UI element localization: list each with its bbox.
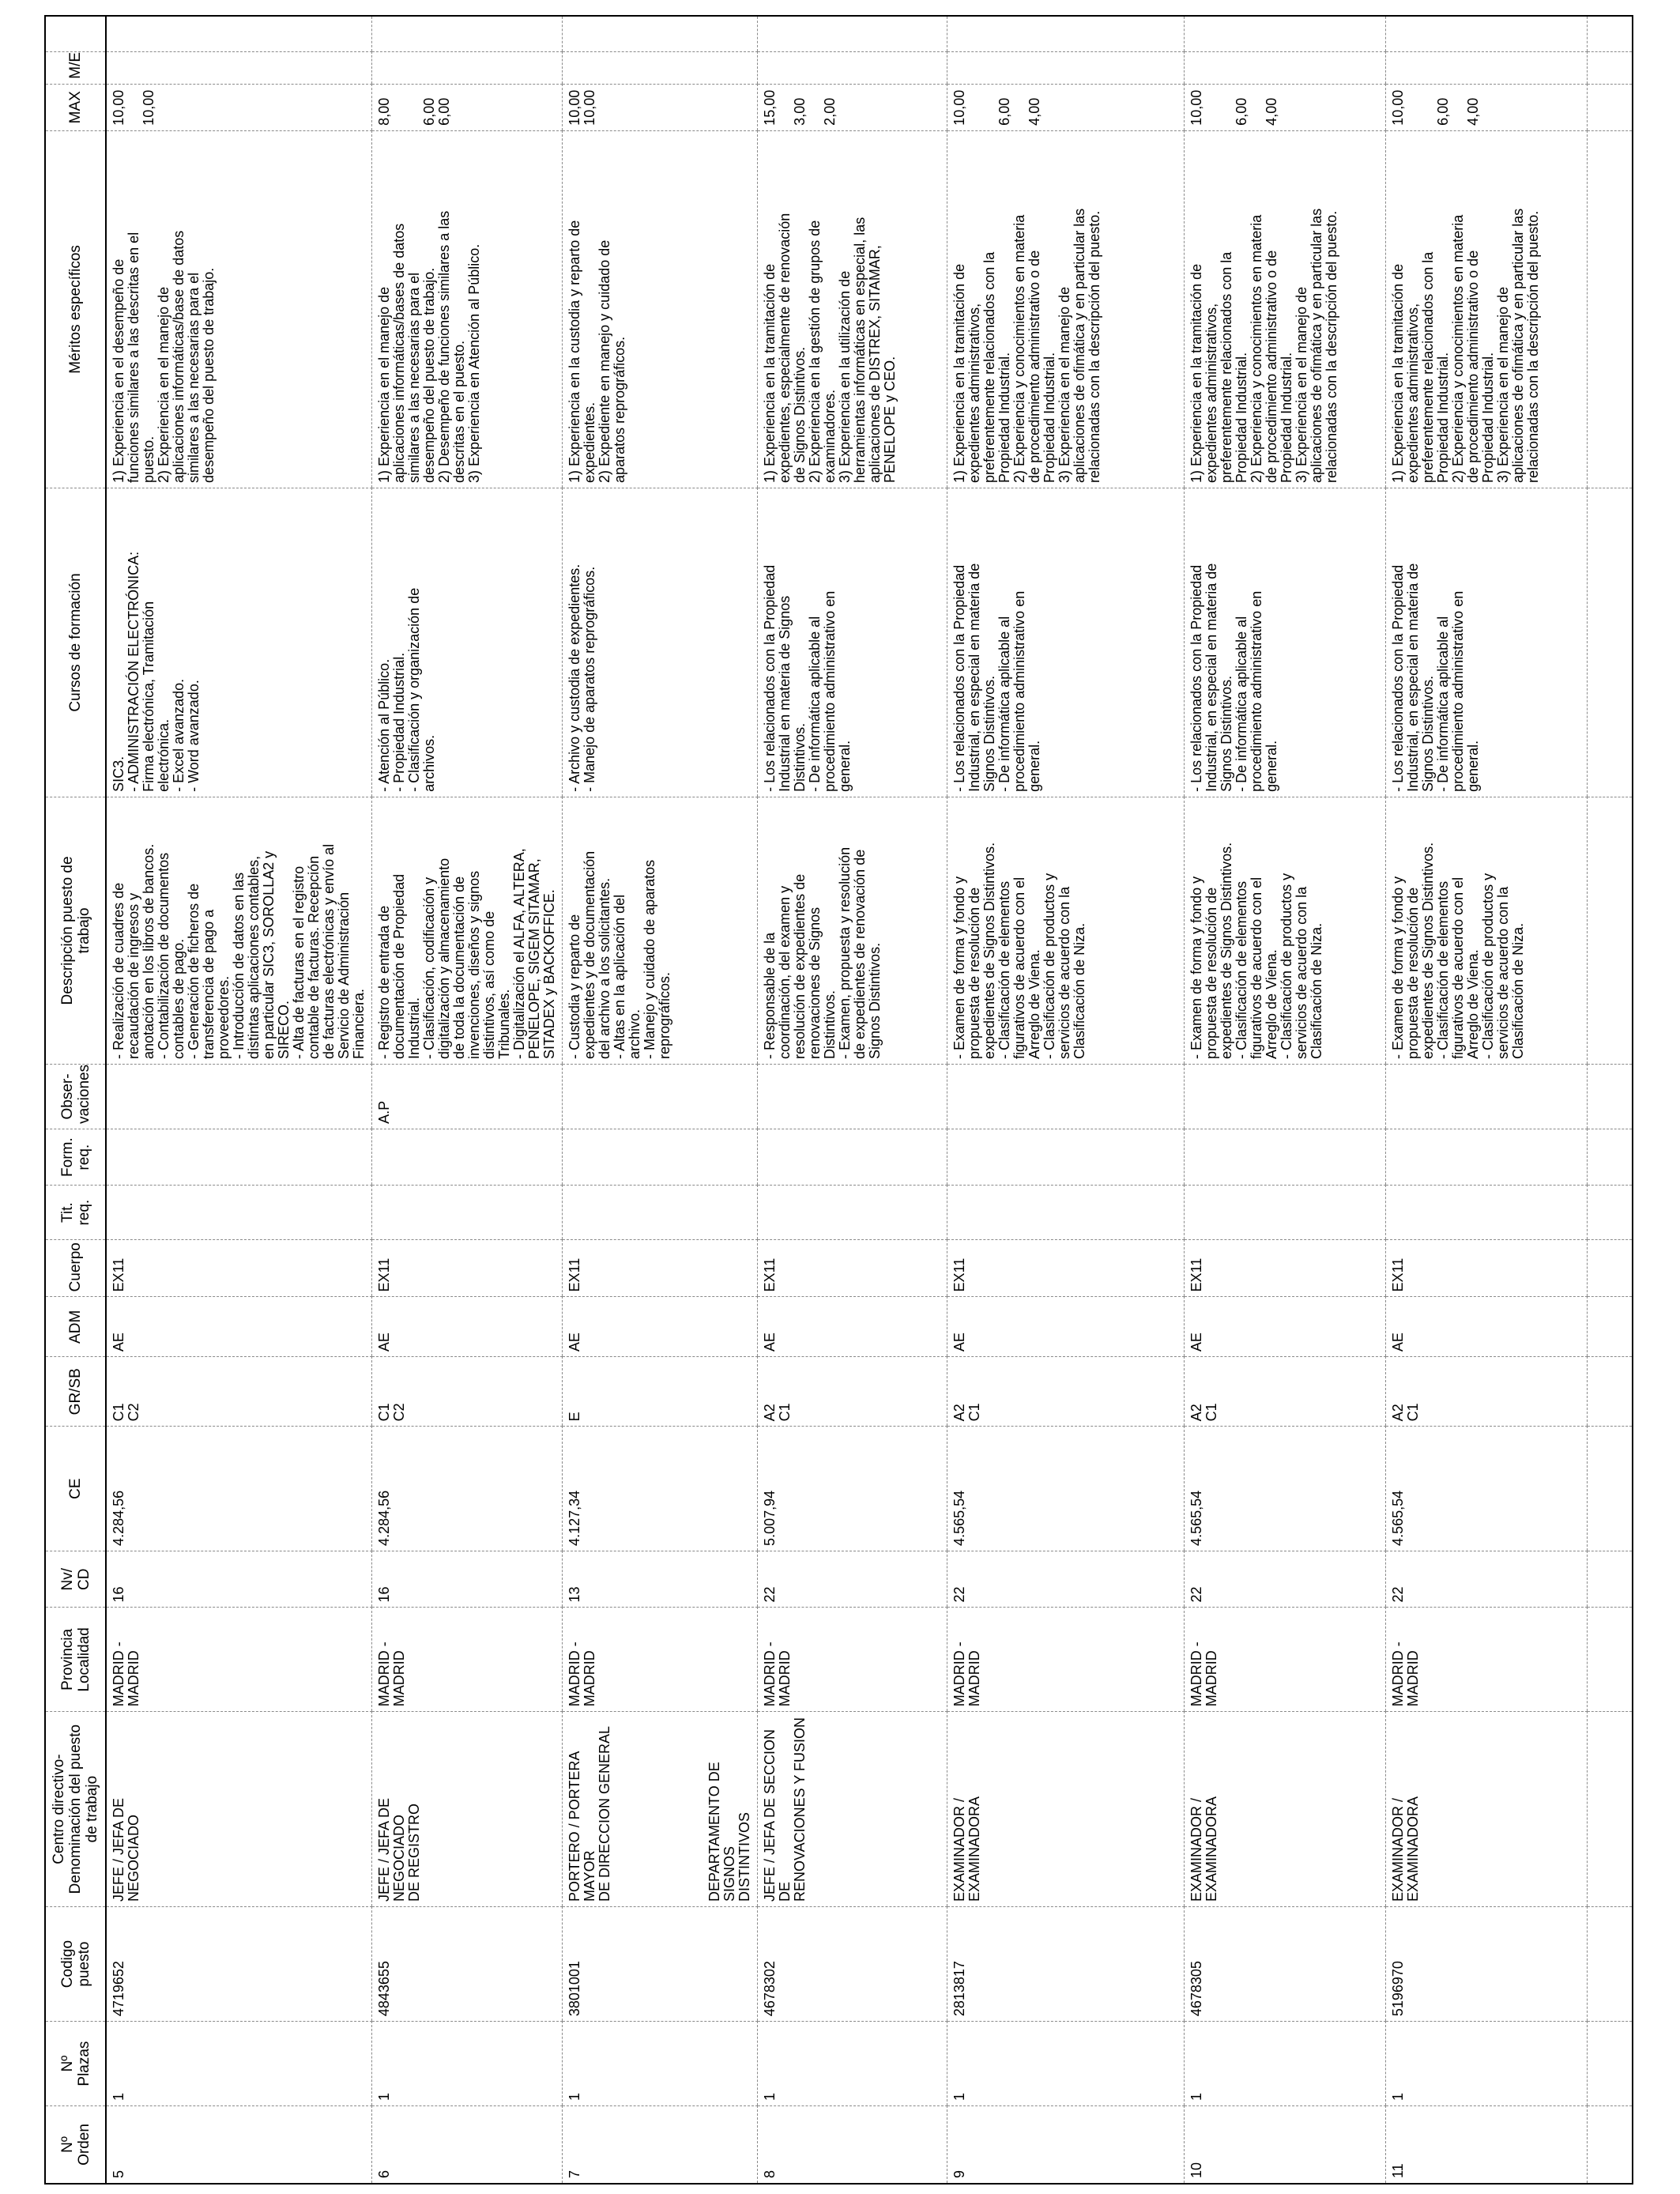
cell-nivel: 22: [1185, 1551, 1386, 1608]
table-row: [106, 16, 372, 2184]
cell-titulacion: [947, 1186, 1185, 1239]
header-row: [45, 16, 106, 2184]
table-row: [1185, 16, 1386, 2184]
cell-ce: 4.284,56: [106, 1427, 372, 1551]
blank-cell: [1588, 1357, 1633, 1427]
cell-grupo: A2 C1: [758, 1357, 947, 1427]
cell-provincia: MADRID - MADRID: [563, 1608, 758, 1712]
cell-observaciones: [1185, 1064, 1386, 1129]
cell-codigo: 4678302: [758, 1907, 947, 2022]
cell-spacer: [1185, 16, 1386, 52]
cell-adm: AE: [372, 1297, 563, 1357]
blank-cell: [1588, 2105, 1633, 2184]
cell-descripcion: - Examen de forma y fondo y propuesta de resolución de expedientes de Signos Distintivos. - Clasificación de elementos figurativos de acuerdo con el Arreglo de Viena. - Clasificación de productos y servicios de acuerdo con la Clasificación de Niza.: [1185, 797, 1386, 1064]
cell-meritos: 1) Experiencia en la tramitación de expedientes administrativos, preferentemente relacionados con la Propiedad Industrial. 2) Experiencia y conocimientos en materia de procedimiento administrativo o de Propiedad Industrial. 3) Experiencia en el manejo de aplicaciones de ofimática y en particular las relacionadas con la descripción del puesto.: [1185, 130, 1386, 488]
header-provincia: Provincia Localidad: [45, 1608, 106, 1712]
cell-me: [1386, 52, 1588, 84]
cell-adm: AE: [947, 1297, 1185, 1357]
cell-codigo: 4719652: [106, 1907, 372, 2022]
blank-cell: [1588, 1186, 1633, 1239]
cell-plazas: 1: [1185, 2022, 1386, 2106]
cell-codigo: 4678305: [1185, 1907, 1386, 2022]
cell-provincia: MADRID - MADRID: [1386, 1608, 1588, 1712]
cell-observaciones: [106, 1064, 372, 1129]
cell-centro: [563, 1712, 758, 1907]
cell-cursos: - Los relacionados con la Propiedad Industrial, en especial en materia de Signos Distintivos. - De informática aplicable al procedimiento administrativo en general.: [1185, 488, 1386, 797]
cell-cursos: - Archivo y custodia de expedientes. - Manejo de aparatos reprográficos.: [563, 488, 758, 797]
cell-grupo: A2 C1: [947, 1357, 1185, 1427]
cell-ce: 4.565,54: [1386, 1427, 1588, 1551]
cell-titulacion: [758, 1186, 947, 1239]
cell-formacion-req: [106, 1129, 372, 1186]
cell-observaciones: [1386, 1064, 1588, 1129]
cell-meritos: 1) Experiencia en la custodia y reparto de expedientes. 2) Expediente en manejo y cuidado de aparatos reprográficos.: [563, 130, 758, 488]
header-nivel: Nv/ CD: [45, 1551, 106, 1608]
header-spacer: [45, 16, 106, 52]
table-body: [106, 16, 1633, 2184]
header-ce: CE: [45, 1427, 106, 1551]
cell-plazas: 1: [106, 2022, 372, 2106]
cell-cuerpo: EX11: [947, 1239, 1185, 1297]
cell-max: 10,00 10,00: [106, 84, 372, 130]
blank-cell: [1588, 1551, 1633, 1608]
cell-provincia: MADRID - MADRID: [1185, 1608, 1386, 1712]
cell-orden: 10: [1185, 2105, 1386, 2184]
cell-observaciones: [563, 1064, 758, 1129]
blank-cell: [1588, 1427, 1633, 1551]
cell-ce: 4.565,54: [1185, 1427, 1386, 1551]
cell-titulacion: [563, 1186, 758, 1239]
blank-cell: [1588, 1712, 1633, 1907]
blank-cell: [1588, 1297, 1633, 1357]
header-me: M/E: [45, 52, 106, 84]
cell-plazas: 1: [947, 2022, 1185, 2106]
cell-me: [563, 52, 758, 84]
cell-adm: AE: [758, 1297, 947, 1357]
cell-centro: [106, 1712, 372, 1907]
departamento-heading: DEPARTAMENTO DE SIGNOS DISTINTIVOS: [706, 1762, 752, 1902]
cell-max: 8,00 6,00 6,00: [372, 84, 563, 130]
positions-table: [44, 15, 1633, 2185]
cell-ce: 4.565,54: [947, 1427, 1185, 1551]
blank-cell: [1588, 1907, 1633, 2022]
cell-orden: 8: [758, 2105, 947, 2184]
centro-text: EXAMINADOR / EXAMINADORA: [1188, 1796, 1219, 1902]
cell-titulacion: [1386, 1186, 1588, 1239]
cell-adm: AE: [1185, 1297, 1386, 1357]
cell-codigo: 2813817: [947, 1907, 1185, 2022]
cell-cuerpo: EX11: [758, 1239, 947, 1297]
table-row: [1386, 16, 1588, 2184]
cell-descripcion: - Examen de forma y fondo y propuesta de resolución de expedientes de Signos Distintivos. - Clasificación de elementos figurativos de acuerdo con el Arreglo de Viena. - Clasificación de productos y servicios de acuerdo con la Clasificación de Niza.: [947, 797, 1185, 1064]
cell-nivel: 16: [106, 1551, 372, 1608]
cell-descripcion: - Realización de cuadres de recaudación de ingresos y anotación en los libros de bancos. - Contabilización de documentos contables de pago. - Generación de ficheros de transferencia de pago a proveedores. - Introducción de datos en las distintas aplicaciones contables, en particular SIC3, SOROLLA2 y SIRECO. - Alta de facturas en el registro contable de facturas. Recepción de facturas electrónicas y envío al Servicio de Administración Financiera.: [106, 797, 372, 1064]
cell-max: 10,00 6,00 4,00: [1185, 84, 1386, 130]
blank-cell: [1588, 16, 1633, 52]
cell-adm: AE: [563, 1297, 758, 1357]
cell-spacer: [563, 16, 758, 52]
cell-centro: [947, 1712, 1185, 1907]
cell-me: [106, 52, 372, 84]
cell-nivel: 13: [563, 1551, 758, 1608]
table-row: [758, 16, 947, 2184]
header-cuerpo: Cuerpo: [45, 1239, 106, 1297]
cell-plazas: 1: [1386, 2022, 1588, 2106]
cell-grupo: C1 C2: [372, 1357, 563, 1427]
cell-cursos: - Atención al Público. - Propiedad Industrial. - Clasificación y organización de archivos.: [372, 488, 563, 797]
centro-text: JEFE / JEFA DE SECCION DE RENOVACIONES Y FUSION: [762, 1717, 808, 1902]
cell-grupo: C1 C2: [106, 1357, 372, 1427]
cell-nivel: 22: [758, 1551, 947, 1608]
blank-cell: [1588, 797, 1633, 1064]
cell-descripcion: - Registro de entrada de documentación de Propiedad Industrial. - Clasificación, codificación y digitalización y almacenamiento de toda la documentación de invenciones, diseños y signos distintivos, así como de Tribunales. - Digitalización el ALFA, ALTERA, PENELOPE, SIGEM SITAMAR, SITADEX y BACKOFFICE.: [372, 797, 563, 1064]
cell-max: 10,00 10,00: [563, 84, 758, 130]
header-observaciones: Obser- vaciones: [45, 1064, 106, 1129]
cell-ce: 5.007,94: [758, 1427, 947, 1551]
centro-text: EXAMINADOR / EXAMINADORA: [1390, 1796, 1421, 1902]
centro-text: JEFE / JEFA DE NEGOCIADO: [111, 1797, 141, 1902]
centro-text: EXAMINADOR / EXAMINADORA: [951, 1796, 982, 1902]
cell-cuerpo: EX11: [106, 1239, 372, 1297]
blank-cell: [1588, 52, 1633, 84]
cell-me: [947, 52, 1185, 84]
header-centro: Centro directivo- Denominación del puesto de trabajo: [45, 1712, 106, 1907]
cell-grupo: E: [563, 1357, 758, 1427]
blank-cell: [1588, 1064, 1633, 1129]
cell-orden: 5: [106, 2105, 372, 2184]
cell-spacer: [106, 16, 372, 52]
cell-me: [758, 52, 947, 84]
cell-plazas: 1: [758, 2022, 947, 2106]
cell-nivel: 22: [947, 1551, 1185, 1608]
cell-formacion-req: [758, 1129, 947, 1186]
cell-centro: [372, 1712, 563, 1907]
cell-formacion-req: [372, 1129, 563, 1186]
cell-meritos: 1) Experiencia en la tramitación de expedientes administrativos, preferentemente relacionados con la Propiedad Industrial. 2) Experiencia y conocimientos en materia de procedimiento administrativo o de Propiedad Industrial. 3) Experiencia en el manejo de aplicaciones de ofimática y en particular las relacionadas con la descripción del puesto.: [1386, 130, 1588, 488]
cell-orden: 9: [947, 2105, 1185, 2184]
cell-me: [1185, 52, 1386, 84]
cell-spacer: [947, 16, 1185, 52]
cell-orden: 6: [372, 2105, 563, 2184]
cell-codigo: 5196970: [1386, 1907, 1588, 2022]
cell-grupo: A2 C1: [1185, 1357, 1386, 1427]
cell-codigo: 4843655: [372, 1907, 563, 2022]
centro-text: JEFE / JEFA DE NEGOCIADO DE REGISTRO: [376, 1797, 422, 1902]
rotated-page: [44, 15, 1541, 2185]
cell-plazas: 1: [563, 2022, 758, 2106]
blank-cell: [1588, 2022, 1633, 2106]
cell-max: 10,00 6,00 4,00: [947, 84, 1185, 130]
centro-text: PORTERO / PORTERA MAYOR DE DIRECCION GENERAL: [567, 1725, 612, 1902]
cell-provincia: MADRID - MADRID: [372, 1608, 563, 1712]
blank-row: [1588, 16, 1633, 2184]
header-adm: ADM: [45, 1297, 106, 1357]
cell-titulacion: [372, 1186, 563, 1239]
cell-formacion-req: [947, 1129, 1185, 1186]
header-titulacion: Tit. req.: [45, 1186, 106, 1239]
cell-meritos: 1) Experiencia en el manejo de aplicaciones informáticas/bases de datos similares a las necesarias para el desempeño del puesto de trabajo. 2) Desempeño de funciones similares a las descritas en el puesto. 3) Experiencia en Atención al Público.: [372, 130, 563, 488]
header-meritos: Méritos específicos: [45, 130, 106, 488]
header-plazas: Nº Plazas: [45, 2022, 106, 2106]
cell-cursos: SIC3. - ADMINISTRACIÓN ELECTRÓNICA: Firma electrónica, Tramitación electrónica. - Excel avanzado. - Word avanzado.: [106, 488, 372, 797]
cell-meritos: 1) Experiencia en la tramitación de expedientes administrativos, preferentemente relacionados con la Propiedad Industrial. 2) Experiencia y conocimientos en materia de procedimiento administrativo o de Propiedad Industrial. 3) Experiencia en el manejo de aplicaciones de ofimática y en particular las relacionadas con la descripción del puesto.: [947, 130, 1185, 488]
cell-meritos: 1) Experiencia en el desempeño de funciones similares a las descritas en el puesto. 2) Experiencia en el manejo de aplicaciones informáticas/base de datos similares a las necesarias para el desempeño del puesto de trabajo.: [106, 130, 372, 488]
blank-cell: [1588, 1239, 1633, 1297]
cell-codigo: 3801001: [563, 1907, 758, 2022]
cell-descripcion: - Responsable de la coordinación, del examen y resolución de expedientes de renovaciones de Signos Distintivos. - Examen, propuesta y resolución de expedientes de renovación de Signos Distintivos.: [758, 797, 947, 1064]
header-orden: Nº Orden: [45, 2105, 106, 2184]
cell-ce: 4.127,34: [563, 1427, 758, 1551]
cell-observaciones: [758, 1064, 947, 1129]
cell-titulacion: [106, 1186, 372, 1239]
header-cursos: Cursos de formación: [45, 488, 106, 797]
cell-ce: 4.284,56: [372, 1427, 563, 1551]
cell-orden: 11: [1386, 2105, 1588, 2184]
cell-cursos: - Los relacionados con la Propiedad Industrial en materia de Signos Distintivos. - De informática aplicable al procedimiento administrativo en general.: [758, 488, 947, 797]
cell-provincia: MADRID - MADRID: [947, 1608, 1185, 1712]
header-descripcion: Descripción puesto de trabajo: [45, 797, 106, 1064]
cell-meritos: 1) Experiencia en la tramitación de expedientes, especialmente de renovación de Signos Distintivos. 2) Experiencia en la gestión de grupos de examinadores. 3) Experiencia en la utilización de herramientas informáticas en especial, las aplicaciones de DISTREX, SITAMAR, PENELOPE y CEO.: [758, 130, 947, 488]
cell-spacer: [758, 16, 947, 52]
cell-cuerpo: EX11: [372, 1239, 563, 1297]
blank-cell: [1588, 488, 1633, 797]
cell-provincia: MADRID - MADRID: [106, 1608, 372, 1712]
header-formacion-req: Form. req.: [45, 1129, 106, 1186]
cell-cursos: - Los relacionados con la Propiedad Industrial, en especial en materia de Signos Distintivos. - De informática aplicable al procedimiento administrativo en general.: [947, 488, 1185, 797]
header-max: MAX: [45, 84, 106, 130]
cell-spacer: [372, 16, 563, 52]
cell-max: 15,00 3,00 2,00: [758, 84, 947, 130]
cell-cursos: - Los relacionados con la Propiedad Industrial, en especial en materia de Signos Distintivos. - De informática aplicable al procedimiento administrativo en general.: [1386, 488, 1588, 797]
cell-formacion-req: [1386, 1129, 1588, 1186]
header-codigo: Codigo puesto: [45, 1907, 106, 2022]
cell-formacion-req: [563, 1129, 758, 1186]
cell-me: [372, 52, 563, 84]
cell-nivel: 16: [372, 1551, 563, 1608]
cell-grupo: A2 C1: [1386, 1357, 1588, 1427]
cell-centro: [1185, 1712, 1386, 1907]
blank-cell: [1588, 84, 1633, 130]
cell-observaciones: A.P: [372, 1064, 563, 1129]
cell-cuerpo: EX11: [1386, 1239, 1588, 1297]
blank-cell: [1588, 1608, 1633, 1712]
cell-cuerpo: EX11: [1185, 1239, 1386, 1297]
blank-cell: [1588, 130, 1633, 488]
table-row: [372, 16, 563, 2184]
cell-descripcion: - Examen de forma y fondo y propuesta de resolución de expedientes de Signos Distintivos. - Clasificación de elementos figurativos de acuerdo con el Arreglo de Viena. - Clasificación de productos y servicios de acuerdo con la Clasificación de Niza.: [1386, 797, 1588, 1064]
cell-max: 10,00 6,00 4,00: [1386, 84, 1588, 130]
cell-adm: AE: [106, 1297, 372, 1357]
cell-adm: AE: [1386, 1297, 1588, 1357]
cell-orden: 7: [563, 2105, 758, 2184]
header-grupo: GR/SB: [45, 1357, 106, 1427]
cell-spacer: [1386, 16, 1588, 52]
cell-titulacion: [1185, 1186, 1386, 1239]
table-row: [947, 16, 1185, 2184]
table-row: [563, 16, 758, 2184]
blank-cell: [1588, 1129, 1633, 1186]
cell-observaciones: [947, 1064, 1185, 1129]
cell-provincia: MADRID - MADRID: [758, 1608, 947, 1712]
cell-formacion-req: [1185, 1129, 1386, 1186]
cell-centro: [758, 1712, 947, 1907]
cell-nivel: 22: [1386, 1551, 1588, 1608]
cell-plazas: 1: [372, 2022, 563, 2106]
cell-centro: [1386, 1712, 1588, 1907]
cell-descripcion: - Custodia y reparto de expedientes y de documentación del archivo a los solicitantes. - Altas en la aplicación del archivo. - Manejo y cuidado de aparatos reprográficos.: [563, 797, 758, 1064]
cell-cuerpo: EX11: [563, 1239, 758, 1297]
